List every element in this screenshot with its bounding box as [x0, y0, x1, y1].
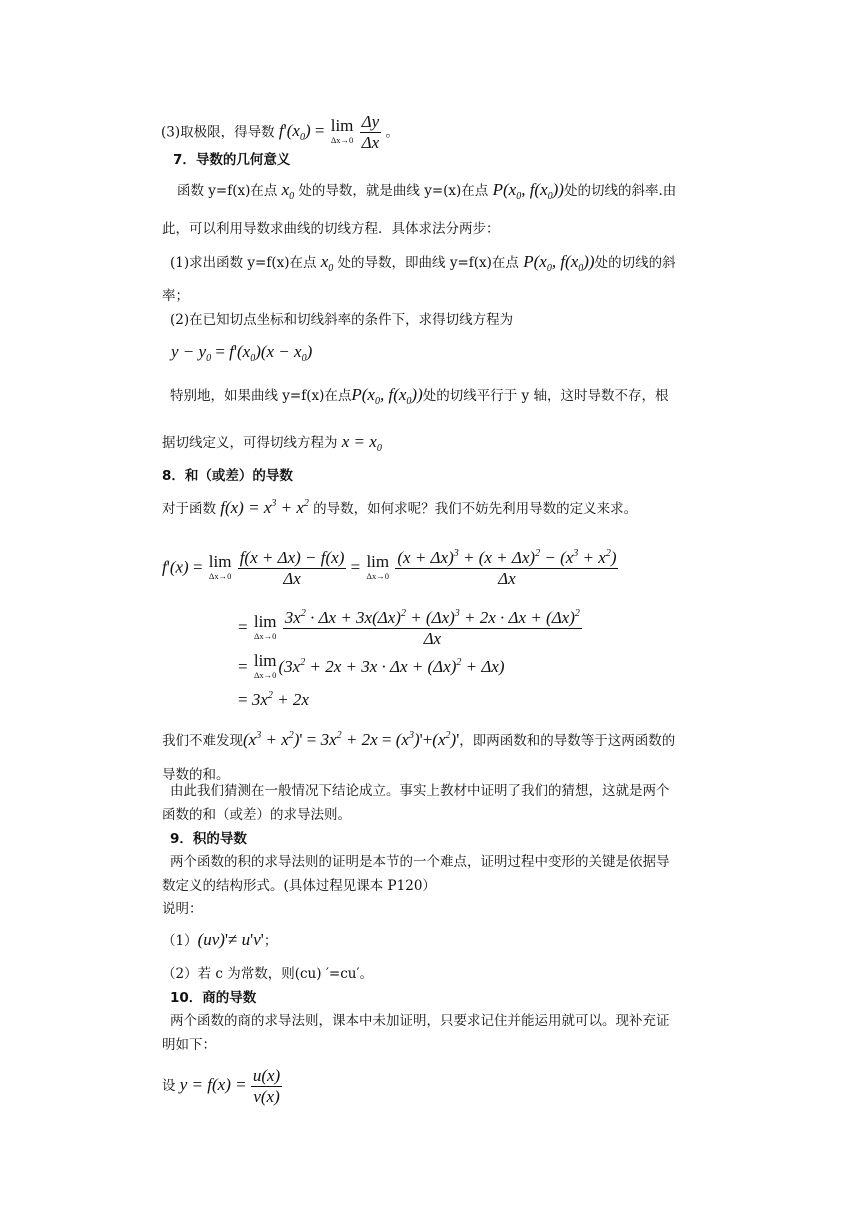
para-9-line1: 两个函数的积的求导法则的证明是本节的一个难点，证明过程中变形的关键是依据导 [170, 854, 670, 870]
step1-line2: 率； [162, 288, 189, 304]
formula-tangent-line: $y - y_0 = f'(x_0)(x - x_0)$ [171, 342, 313, 364]
heading-7: 7．导数的几何意义 [173, 152, 291, 168]
quotient-setup: 设 y = f(x) = $\frac{u(x)}{v(x)}$ [162, 1066, 281, 1106]
para-10-line1: 两个函数的商的求导法则，课本中未加证明，只要求记住并能运用就可以。现补充证 [170, 1013, 670, 1029]
para-8: 对于函数 $f(x) = x^3 + x^2$ 的导数，如何求呢？我们不妨先利用导数的定义来求。 [162, 498, 638, 517]
para-7-line2: 此，可以利用导数求曲线的切线方程．具体求法分两步： [162, 221, 500, 237]
special-line1: 特别地，如果曲线 y=f(x)在点$P(x_0$, $f(x_0)$)处的切线平行于 y 轴，这时导数不存，根 [170, 385, 669, 407]
special-line2: 据切线定义，可得切线方程为 $x = x_0$ [162, 432, 382, 454]
para-9-line2: 数定义的结构形式。(具体过程见课本 P120） [162, 878, 436, 894]
para-10-line2: 明如下： [162, 1037, 216, 1053]
step3-text: (3)取极限，得导数 [161, 124, 275, 141]
step2-line: (2)在已知切点坐标和切线斜率的条件下，求得切线方程为 [170, 312, 514, 328]
derivation-step1: f'(x) = lim Δx→0 $\frac{f(x + \Delta x) - f(x)}{\Delta x}$ = lim Δx→0 $\frac{(x + \Delta x)^3 + (x + \Delta x)^2 - (x^3 + x^2)}{\Delta x}$ [162, 548, 617, 588]
heading-8: 8．和（或差）的导数 [162, 468, 293, 484]
step1-line1: (1)求出函数 y=f(x)在点 $x_0$ 处的导数，即曲线 y=f(x)在点 $P(x_0$, $f(x_0)$)处的切线的斜 [170, 252, 676, 274]
derivation-step3: = lim Δx→0 $(3x^2 + 2x + 3x \cdot \Delta x + (\Delta x)^2 + \Delta x)$ [238, 651, 505, 680]
heading-9: 9．积的导数 [170, 831, 247, 847]
derivation-step4: = $3x^2 + 2x$ [238, 690, 309, 709]
note-item-2: （2）若 c 为常数，则(cu) ′=cu′。 [162, 966, 374, 982]
result-line4: 函数的和（或差）的求导法则。 [162, 807, 351, 823]
heading-10: 10．商的导数 [170, 990, 257, 1006]
note-label: 说明： [162, 901, 203, 917]
step3-line: (3)取极限，得导数 $f'(x_0)$ = lim Δx→0 $\frac{\Delta y}{\Delta x}$ 。 [161, 112, 399, 152]
derivation-step2: = lim Δx→0 $\frac{3x^2 \cdot \Delta x + 3x(\Delta x)^2 + (\Delta x)^3 + 2x \cdot \Delta x + (\Delta x)^2}{\Delta x}$ [238, 608, 580, 648]
para-7-line1: 函数 y=f(x)在点 $x_0$ 处的导数，就是曲线 y=(x)在点 $P(x_0$, $f(x_0)$)处的切线的斜率.由 [177, 180, 677, 202]
result-line2: 导数的和。 [162, 767, 230, 783]
result-line3: 由此我们猜测在一般情况下结论成立。事实上教材中证明了我们的猜想，这就是两个 [170, 783, 670, 799]
note-item-1: （1）(uv)'≠ u'v'； [162, 930, 278, 949]
result-line1: 我们不难发现$(x^3 + x^2)' = 3x^2 + 2x = (x^3)'+(x^2)'$，即两函数和的导数等于这两函数的 [162, 730, 676, 749]
formula-derivative-limit: $f'(x_0)$ = lim Δx→0 $\frac{\Delta y}{\Delta x}$ [278, 112, 380, 152]
